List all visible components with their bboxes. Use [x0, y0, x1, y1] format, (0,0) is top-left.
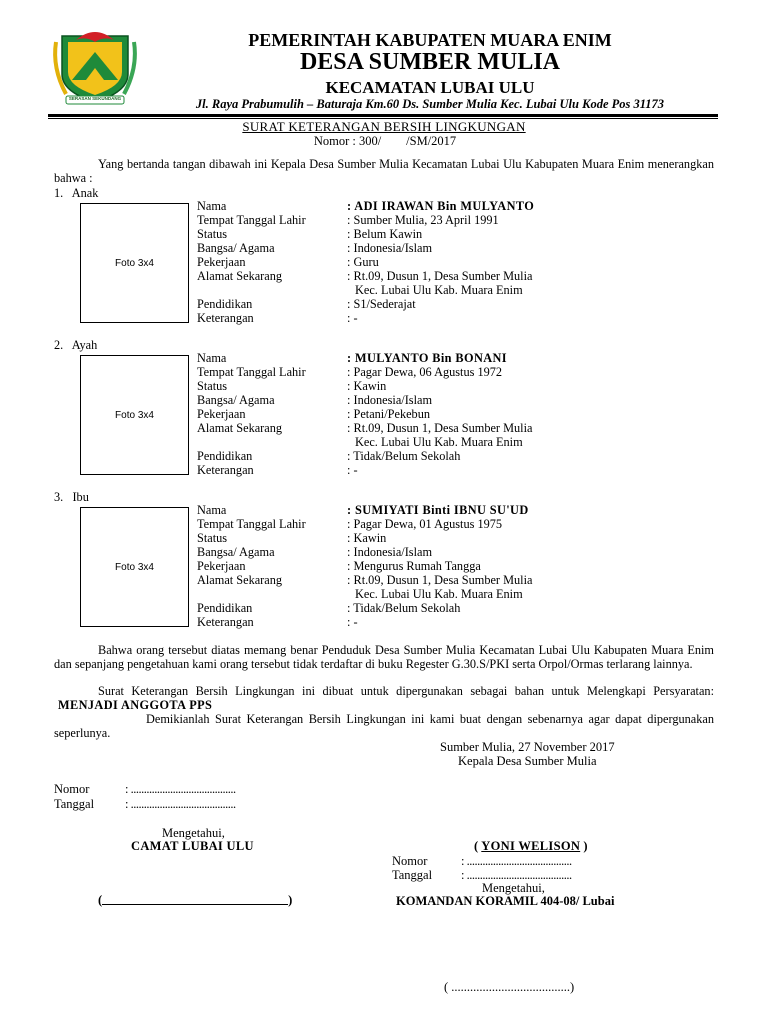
field-value-alamat1: : Rt.09, Dusun 1, Desa Sumber Mulia	[347, 269, 533, 283]
field-value-ttl: : Sumber Mulia, 23 April 1991	[347, 213, 499, 227]
field-label-status: Status	[197, 227, 228, 241]
village-head-name: ( YONI WELISON )	[474, 839, 588, 853]
field-value-keterangan: : -	[347, 615, 358, 629]
document-number: Nomor : 300/ /SM/2017	[313, 134, 457, 148]
field-value-pekerjaan: : Petani/Pekebun	[347, 407, 430, 421]
field-label-pekerjaan: Pekerjaan	[197, 255, 246, 269]
field-value-status: : Kawin	[347, 379, 387, 393]
right-tanggal-label: Tanggal	[392, 868, 433, 882]
field-label-ttl: Tempat Tanggal Lahir	[197, 517, 306, 531]
field-value-pekerjaan: : Guru	[347, 255, 379, 269]
field-value-pendidikan: : Tidak/Belum Sekolah	[347, 601, 461, 615]
field-label-bangsa: Bangsa/ Agama	[197, 393, 275, 407]
field-value-pekerjaan: : Mengurus Rumah Tangga	[347, 559, 481, 573]
field-label-pekerjaan: Pekerjaan	[197, 407, 246, 421]
left-tanggal-label: Tanggal	[54, 797, 95, 811]
left-tanggal-dots: : ........................................	[125, 797, 236, 811]
field-value-alamat2: Kec. Lubai Ulu Kab. Muara Enim	[355, 435, 523, 449]
person-heading: 3. Ibu	[54, 490, 89, 504]
field-label-keterangan: Keterangan	[197, 463, 254, 477]
field-label-ttl: Tempat Tanggal Lahir	[197, 365, 306, 379]
field-value-ttl: : Pagar Dewa, 06 Agustus 1972	[347, 365, 503, 379]
header-village: DESA SUMBER MULIA	[299, 49, 561, 75]
purpose-text: MENJADI ANGGOTA PPS	[58, 697, 213, 712]
field-label-ttl: Tempat Tanggal Lahir	[197, 213, 306, 227]
field-label-pendidikan: Pendidikan	[197, 297, 253, 311]
photo-placeholder: Foto 3x4	[80, 507, 189, 627]
closing-paragraph-2-text: Surat Keterangan Bersih Lingkungan ini dibuat untuk dipergunakan sebagai bahan untuk Melengkapi Persyaratan:	[98, 684, 714, 698]
header-address: Jl. Raya Prabumulih – Baturaja Km.60 Ds. Sumber Mulia Kec. Lubai Ulu Kode Pos 31173	[195, 97, 665, 111]
field-value-alamat1: : Rt.09, Dusun 1, Desa Sumber Mulia	[347, 421, 533, 435]
left-nomor-label: Nomor	[54, 782, 90, 796]
field-label-bangsa: Bangsa/ Agama	[197, 241, 275, 255]
field-label-pekerjaan: Pekerjaan	[197, 559, 246, 573]
header-government: PEMERINTAH KABUPATEN MUARA ENIM	[248, 30, 612, 50]
field-label-pendidikan: Pendidikan	[197, 449, 253, 463]
field-value-pendidikan: : Tidak/Belum Sekolah	[347, 449, 461, 463]
field-value-alamat1: : Rt.09, Dusun 1, Desa Sumber Mulia	[347, 573, 533, 587]
field-value-ttl: : Pagar Dewa, 01 Agustus 1975	[347, 517, 503, 531]
camat-signature-line: ( )	[98, 893, 293, 907]
field-label-keterangan: Keterangan	[197, 311, 254, 325]
field-label-status: Status	[197, 531, 228, 545]
person-heading: 2. Ayah	[54, 338, 98, 352]
camat-title: CAMAT LUBAI ULU	[131, 839, 254, 853]
left-nomor-dots: : ........................................	[125, 782, 236, 796]
logo-motto: SERASAN SEKUNDANG	[68, 96, 122, 101]
document-title: SURAT KETERANGAN BERSIH LINGKUNGAN	[242, 119, 526, 134]
field-value-nama: : MULYANTO Bin BONANI	[347, 351, 507, 365]
right-nomor-label: Nomor	[392, 854, 428, 868]
field-value-alamat2: Kec. Lubai Ulu Kab. Muara Enim	[355, 587, 523, 601]
koramil-signature-blank: ( ......................................)	[444, 980, 575, 994]
field-value-bangsa: : Indonesia/Islam	[347, 393, 433, 407]
intro-paragraph: Yang bertanda tangan dibawah ini Kepala Desa Sumber Mulia Kecamatan Lubai Ulu Kabupaten Muara Enim menerangkan bahwa :	[54, 157, 714, 185]
person-heading: 1. Anak	[54, 186, 99, 200]
photo-placeholder: Foto 3x4	[80, 355, 189, 475]
field-label-pendidikan: Pendidikan	[197, 601, 253, 615]
closing-paragraph-1: Bahwa orang tersebut diatas memang benar Penduduk Desa Sumber Mulia Kecamatan Lubai Ulu Kabupaten Muara Enim dan sepanjang pengetahuan kami orang tersebut tidak terdaftar di buku Regester G.30.S/PKI serta Orpol/Ormas terlarang lainnya.	[54, 643, 714, 671]
header-rule-thick	[48, 114, 718, 117]
closing-paragraph-3: Demikianlah Surat Keterangan Bersih Lingkungan ini kami buat dengan sebenarnya agar dapat dipergunakan seperlunya.	[54, 712, 714, 740]
field-value-pendidikan: : S1/Sederajat	[347, 297, 416, 311]
village-head-position: Kepala Desa Sumber Mulia	[458, 754, 597, 768]
photo-placeholder: Foto 3x4	[80, 203, 189, 323]
field-label-bangsa: Bangsa/ Agama	[197, 545, 275, 559]
field-label-keterangan: Keterangan	[197, 615, 254, 629]
place-date: Sumber Mulia, 27 November 2017	[440, 740, 615, 754]
regency-emblem-logo	[48, 22, 142, 106]
field-value-status: : Belum Kawin	[347, 227, 423, 241]
field-label-alamat1: Alamat Sekarang	[197, 269, 283, 283]
right-tanggal-dots: : ........................................	[461, 868, 572, 882]
koramil-mengetahui: Mengetahui,	[482, 881, 545, 895]
closing-paragraph-2	[54, 685, 714, 712]
field-label-status: Status	[197, 379, 228, 393]
field-label-nama: Nama	[197, 503, 227, 517]
field-label-nama: Nama	[197, 199, 227, 213]
field-value-keterangan: : -	[347, 311, 358, 325]
field-value-status: : Kawin	[347, 531, 387, 545]
right-nomor-dots: : ........................................	[461, 854, 572, 868]
koramil-title: KOMANDAN KORAMIL 404-08/ Lubai	[396, 894, 615, 908]
field-value-bangsa: : Indonesia/Islam	[347, 545, 433, 559]
camat-mengetahui: Mengetahui,	[162, 826, 225, 840]
field-label-nama: Nama	[197, 351, 227, 365]
field-label-alamat1: Alamat Sekarang	[197, 421, 283, 435]
field-value-keterangan: : -	[347, 463, 358, 477]
field-label-alamat1: Alamat Sekarang	[197, 573, 283, 587]
field-value-nama: : SUMIYATI Binti IBNU SU'UD	[347, 503, 529, 517]
header-district: KECAMATAN LUBAI ULU	[325, 78, 535, 97]
village-head-name-text: YONI WELISON	[481, 839, 581, 853]
field-value-alamat2: Kec. Lubai Ulu Kab. Muara Enim	[355, 283, 523, 297]
field-value-nama: : ADI IRAWAN Bin MULYANTO	[347, 199, 535, 213]
field-value-bangsa: : Indonesia/Islam	[347, 241, 433, 255]
